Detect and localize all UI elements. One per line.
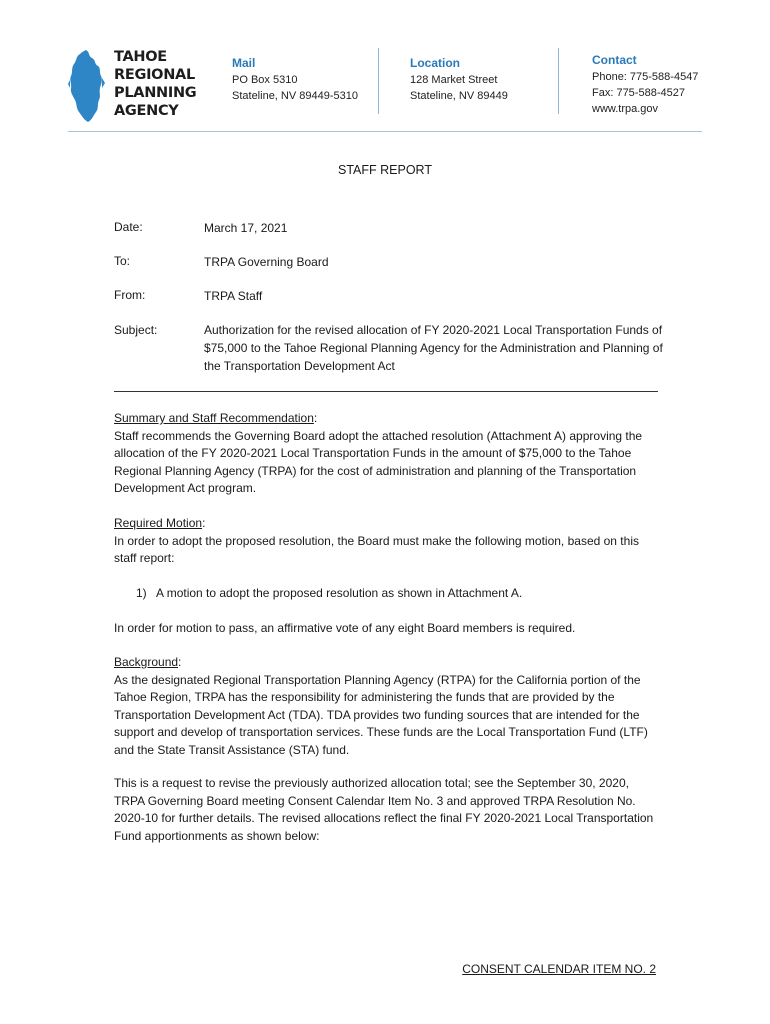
background-section: Background: As the designated Regional Transportation Planning Agency (RTPA) for the California portion of the Tahoe Region, TRPA has the responsibility for administering the funds that are provided by the Transportation Development Act (TDA). TDA provides two funding sources that are intended for the support and develop of transportation services. These funds are the Local Transportation Fund (LTF) and the State Transit Assistance (STA) fund.	[114, 654, 662, 759]
mail-block	[232, 55, 358, 104]
subject-label: Subject:	[114, 323, 158, 337]
summary-text: Staff recommends the Governing Board adopt the attached resolution (Attachment A) approving the allocation of the FY 2020-2021 Local Transportation Funds in the amount of $75,000 to the Tahoe Regional Planning Agency (TRPA) for the cost of administration and planning of the Transportation Development Act program.	[114, 428, 643, 495]
contact-phone: Phone: 775-588-4547	[592, 71, 699, 83]
date-label: Date:	[114, 220, 143, 234]
motion-heading: Required Motion	[114, 516, 203, 530]
meta-divider	[114, 391, 658, 392]
mail-title: Mail	[232, 56, 256, 70]
logo-line-1: TAHOE	[114, 49, 167, 65]
contact-web[interactable]: www.trpa.gov	[592, 103, 659, 115]
contact-title: Contact	[592, 53, 637, 67]
consent-calendar-footer: CONSENT CALENDAR ITEM NO. 2	[462, 962, 656, 976]
header-rule	[68, 131, 702, 132]
mail-line-2: Stateline, NV 89449-5310	[232, 90, 358, 102]
to-label: To:	[114, 254, 131, 268]
list-item-number: 1)	[136, 586, 147, 600]
header-divider	[378, 48, 379, 114]
list-item-text: A motion to adopt the proposed resolution as shown in Attachment A.	[156, 586, 523, 600]
mail-line-1: PO Box 5310	[232, 74, 298, 86]
location-line-1: 128 Market Street	[410, 74, 498, 86]
background-text-1: As the designated Regional Transportation Planning Agency (RTPA) for the California portion of the Tahoe Region, TRPA has the responsibility for administering the funds that are provided by the Transportation Development Act (TDA). TDA provides two funding sources that are intended for the support and develop of transportation services. These funds are the Local Transportation Fund (LTF) and the State Transit Assistance (STA) fund.	[114, 672, 648, 757]
logo-wordmark	[114, 48, 204, 120]
location-block	[410, 55, 508, 104]
report-title: STAFF REPORT	[338, 163, 432, 177]
from-value: TRPA Staff	[204, 289, 263, 303]
trpa-logo	[68, 48, 198, 124]
motion-section: Required Motion: In order to adopt the proposed resolution, the Board must make the following motion, based on this staff report:	[114, 515, 662, 568]
lake-tahoe-icon	[68, 50, 108, 122]
contact-block	[592, 52, 698, 117]
summary-section: Summary and Staff Recommendation: Staff recommends the Governing Board adopt the attached resolution (Attachment A) approving the allocation of the FY 2020-2021 Local Transportation Funds in the amount of $75,000 to the Tahoe Regional Planning Agency (TRPA) for the cost of administration and planning of the Transportation Development Act program.	[114, 410, 662, 498]
list-item	[136, 586, 656, 600]
to-value: TRPA Governing Board	[204, 255, 329, 269]
logo-line-3: PLANNING	[114, 85, 197, 101]
background-text-2: This is a request to revise the previously authorized allocation total; see the September 30, 2020, TRPA Governing Board meeting Consent Calendar Item No. 3 and approved TRPA Resolution No. 2020-10 for further details. The revised allocations reflect the final FY 2020-2021 Local Transportation Fund apportionments as shown below:	[114, 776, 654, 843]
logo-line-2: REGIONAL	[114, 67, 195, 83]
vote-text: In order for motion to pass, an affirmative vote of any eight Board members is required.	[114, 621, 576, 635]
location-title: Location	[410, 56, 460, 70]
contact-fax: Fax: 775-588-4527	[592, 87, 685, 99]
header-divider	[558, 48, 559, 114]
summary-heading: Summary and Staff Recommendation	[114, 411, 314, 425]
subject-value: Authorization for the revised allocation of FY 2020-2021 Local Transportation Funds of $75,000 to the Tahoe Regional Planning Agency for the Administration and Planning of the Transportation Development Act	[204, 323, 663, 373]
logo-line-4: AGENCY	[114, 103, 179, 119]
from-label: From:	[114, 288, 146, 302]
location-line-2: Stateline, NV 89449	[410, 90, 508, 102]
date-value: March 17, 2021	[204, 221, 288, 235]
motion-text: In order to adopt the proposed resolution, the Board must make the following motion, based on this staff report:	[114, 533, 639, 565]
background-heading: Background	[114, 655, 179, 669]
